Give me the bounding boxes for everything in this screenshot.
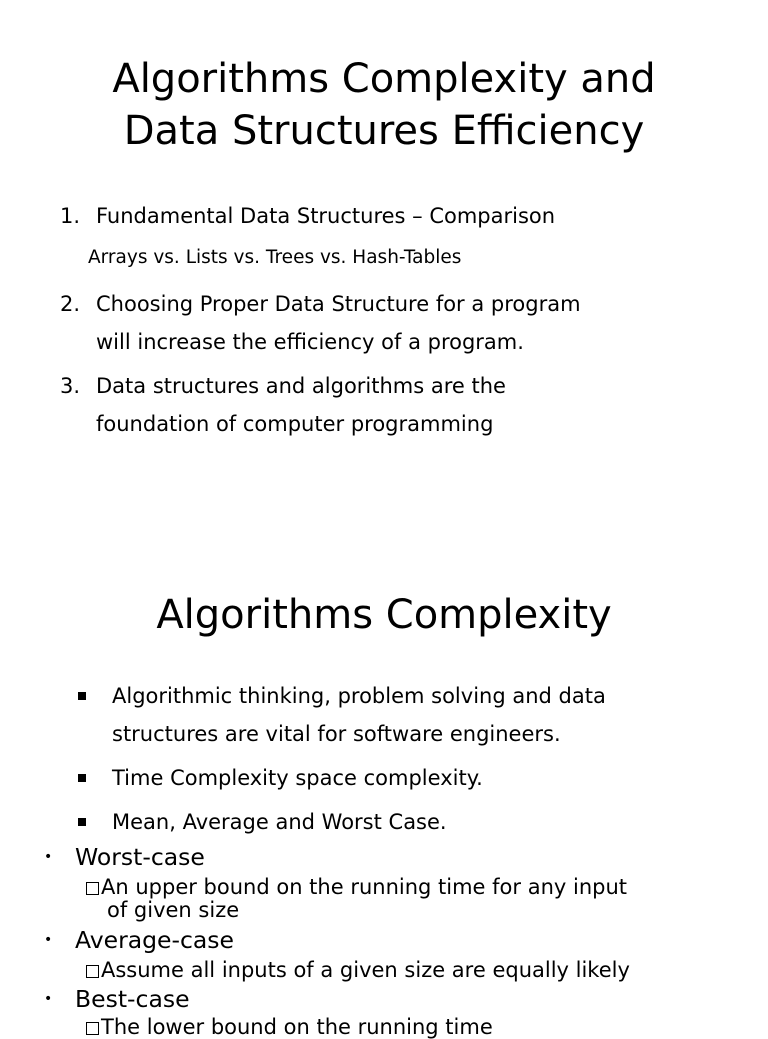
slide-1-title-line-1: Algorithms Complexity and bbox=[112, 56, 656, 102]
round-bullet-icon: • bbox=[44, 849, 53, 865]
item-number: 2. bbox=[60, 292, 81, 316]
square-bullet-icon bbox=[78, 692, 86, 700]
numbered-item-2 bbox=[60, 285, 581, 361]
case-desc-worst-line-2: of given size bbox=[107, 898, 240, 922]
item-text: foundation of computer programming bbox=[96, 412, 494, 436]
case-desc-worst bbox=[86, 876, 627, 899]
square-bullet-icon bbox=[78, 774, 86, 782]
checkbox-icon bbox=[86, 965, 99, 978]
round-bullet-icon: • bbox=[44, 932, 53, 948]
item-number: 3. bbox=[60, 374, 81, 398]
case-desc-text: An upper bound on the running time for any input bbox=[101, 875, 628, 899]
case-label-worst: Worst-case bbox=[75, 843, 205, 871]
slide-1-title-line-2: Data Structures Efficiency bbox=[123, 108, 645, 154]
bullet-text: structures are vital for software engineers. bbox=[112, 722, 561, 746]
checkbox-icon bbox=[86, 882, 99, 895]
numbered-item-1 bbox=[60, 197, 555, 235]
item-text: Data structures and algorithms are the bbox=[96, 374, 506, 398]
item-text: will increase the efficiency of a program. bbox=[96, 330, 524, 354]
bullet-text: Algorithmic thinking, problem solving and data bbox=[112, 684, 606, 708]
slide-2-title: Algorithms Complexity bbox=[156, 592, 612, 638]
case-label-average: Average-case bbox=[75, 926, 235, 954]
comparison-subline: Arrays vs. Lists vs. Trees vs. Hash-Tables bbox=[88, 247, 462, 268]
round-bullet-icon: • bbox=[44, 991, 53, 1007]
case-desc-text: Assume all inputs of a given size are equally likely bbox=[101, 958, 630, 982]
item-number: 1. bbox=[60, 204, 81, 228]
numbered-item-3 bbox=[60, 367, 506, 443]
case-desc-best bbox=[86, 1016, 493, 1039]
square-bullet-icon bbox=[78, 818, 86, 826]
item-text: Fundamental Data Structures – Comparison bbox=[96, 204, 556, 228]
case-label-best: Best-case bbox=[75, 985, 190, 1013]
bullet-item-3: Mean, Average and Worst Case. bbox=[112, 810, 447, 834]
case-desc-average bbox=[86, 959, 630, 982]
bullet-item-1 bbox=[112, 677, 606, 753]
item-text: Choosing Proper Data Structure for a program bbox=[96, 292, 581, 316]
bullet-item-2: Time Complexity space complexity. bbox=[112, 766, 483, 790]
case-desc-text: The lower bound on the running time bbox=[101, 1015, 493, 1039]
